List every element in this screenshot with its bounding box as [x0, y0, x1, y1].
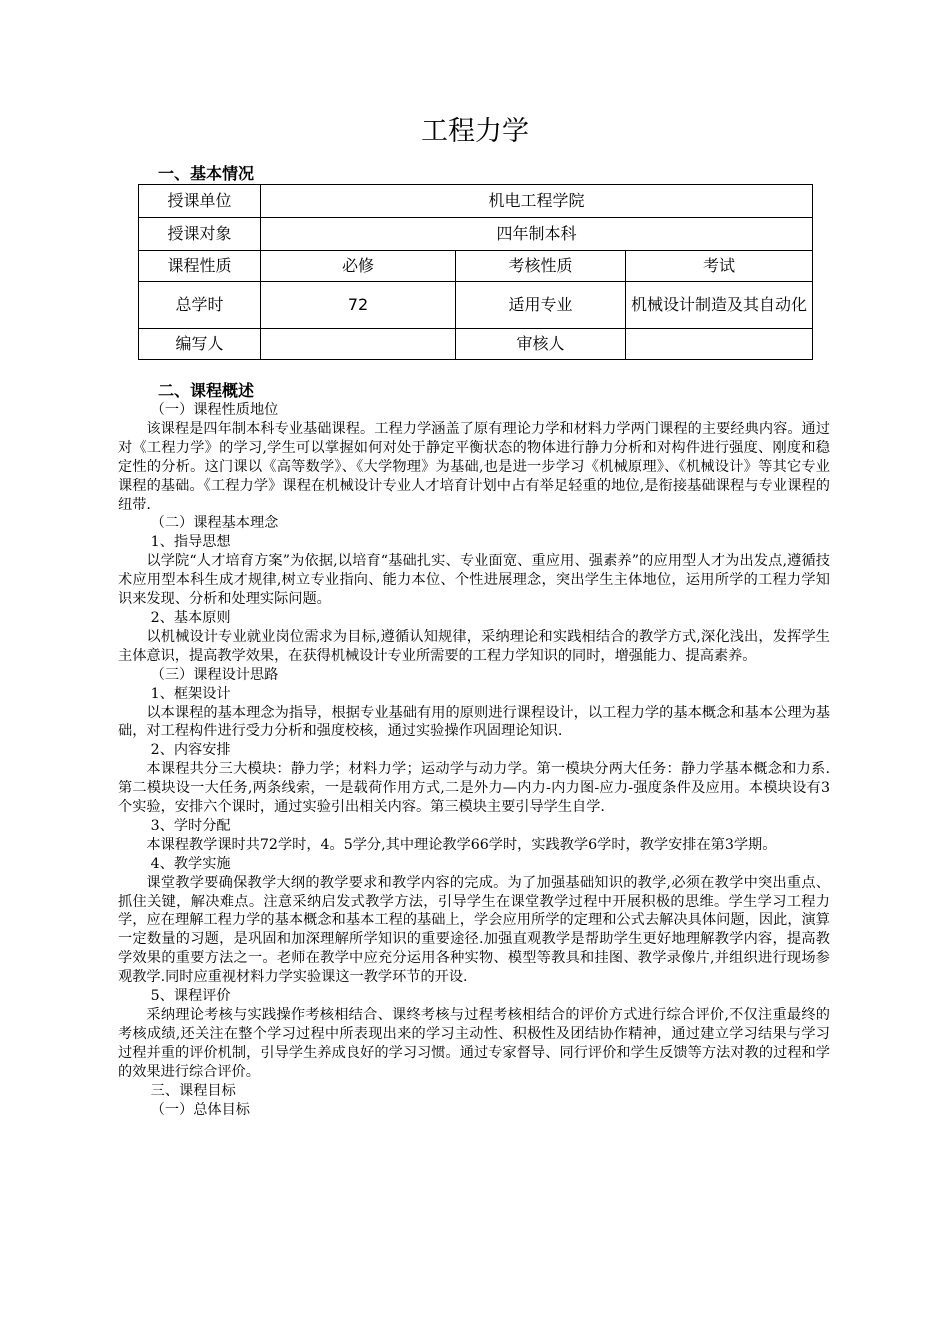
value-cell: 72 [261, 282, 456, 329]
value-cell [626, 329, 813, 360]
subheading: 1、框架设计 [150, 685, 231, 702]
value-cell [261, 329, 456, 360]
value-cell: 四年制本科 [261, 218, 813, 251]
table-row [139, 185, 813, 218]
document-body [118, 401, 830, 1119]
label-cell: 授课对象 [139, 218, 261, 251]
section-heading-goals: 三、课程目标 [150, 1082, 236, 1099]
subheading: 3、学时分配 [150, 817, 231, 834]
label-cell: 审核人 [456, 329, 626, 360]
table-row [139, 329, 813, 360]
basic-info-table [138, 184, 813, 360]
label-cell: 考核性质 [456, 251, 626, 282]
label-cell: 编写人 [139, 329, 261, 360]
paragraph: 以机械设计专业就业岗位需求为目标,遵循认知规律，采纳理论和实践相结合的教学方式,深化浅出，发挥学生主体意识，提高教学效果，在获得机械设计专业所需要的工程力学知识的同时，增强能力、提高素养。 [118, 628, 830, 664]
paragraph: 采纳理论考核与实践操作考核相结合、课终考核与过程考核相结合的评价方式进行综合评价,不仅注重最终的考核成绩,还关注在整个学习过程中所表现出来的学习主动性、积极性及团结协作精神，通过建立学习结果与学习过程并重的评价机制，引导学生养成良好的学习习惯。通过专家督导、同行评价和学生反馈等方法对教的过程和学的效果进行综合评价。 [118, 1007, 830, 1080]
table-row [139, 282, 813, 329]
value-cell: 考试 [626, 251, 813, 282]
subheading: 5、课程评价 [150, 988, 231, 1005]
label-cell: 适用专业 [456, 282, 626, 329]
paragraph: 以本课程的基本理念为指导，根据专业基础有用的原则进行课程设计，以工程力学的基本概念和基本公理为基础，对工程构件进行受力分析和强度校核，通过实验操作巩固理论知识. [118, 704, 830, 740]
paragraph: 以学院“人才培育方案”为依据,以培育“基础扎实、专业面宽、重应用、强素养”的应用型人才为出发点,遵循技术应用型本科生成才规律,树立专业指向、能力本位、个性进展理念，突出学生主体地位，运用所学的工程力学知识来发现、分析和处理实际问题。 [118, 553, 830, 608]
subheading: （三）课程设计思路 [150, 666, 279, 683]
section-heading-overview: 二、课程概述 [158, 381, 255, 400]
label-cell: 授课单位 [139, 185, 261, 218]
paragraph: 该课程是四年制本科专业基础课程。工程力学涵盖了原有理论力学和材料力学两门课程的主要经典内容。通过对《工程力学》的学习,学生可以掌握如何对处于静定平衡状态的物体进行静力分析和对构件进行强度、刚度和稳定性的分析。这门课以《高等数学》、《大学物理》为基础,也是进一步学习《机械原理》、《机械设计》等其它专业课程的基础。《工程力学》课程在机械设计专业人才培育计划中占有举足轻重的地位,是衔接基础课程与专业课程的纽带. [118, 420, 830, 513]
table-row [139, 218, 813, 251]
document-title: 工程力学 [421, 116, 529, 147]
subheading: 2、基本原则 [150, 609, 231, 626]
subheading: 2、内容安排 [150, 742, 231, 759]
paragraph: 本课程教学课时共72学时，4。5学分,其中理论教学66学时，实践教学6学时，教学安排在第3学期。 [146, 836, 777, 853]
table-row [139, 251, 813, 282]
label-cell: 课程性质 [139, 251, 261, 282]
subheading: 1、指导思想 [150, 534, 231, 551]
subheading: 4、教学实施 [150, 855, 231, 872]
subheading: （二）课程基本理念 [150, 515, 279, 532]
section-heading-basic-info: 一、基本情况 [158, 164, 255, 183]
label-cell: 总学时 [139, 282, 261, 329]
subheading: （一）课程性质地位 [150, 402, 279, 418]
value-cell: 机电工程学院 [261, 185, 813, 218]
paragraph: 本课程共分三大模块：静力学；材料力学；运动学与动力学。第一模块分两大任务：静力学基本概念和力系.第二模块设一大任务,两条线索，一是载荷作用方式,二是外力—内力-内力图-应力-强度条件及应用。本模块设有3个实验，安排六个课时，通过实验引出相关内容。第三模块主要引导学生自学. [118, 761, 830, 816]
paragraph: 课堂教学要确保教学大纲的教学要求和教学内容的完成。为了加强基础知识的教学,必须在教学中突出重点、抓住关键，解决难点。注意采纳启发式教学方法，引导学生在课堂教学过程中开展积极的思维。学生学习工程力学，应在理解工程力学的基本概念和基本工程的基础上，学会应用所学的定理和公式去解决具体问题，因此，演算一定数量的习题，是巩固和加深理解所学知识的重要途径.加强直观教学是帮助学生更好地理解教学内容，提高教学效果的重要方法之一。老师在教学中应充分运用各种实物、模型等教具和挂图、教学录像片,并组织进行现场参观教学.同时应重视材料力学实验课这一教学环节的开设. [118, 874, 830, 986]
subheading: （一）总体目标 [150, 1101, 250, 1118]
value-cell: 机械设计制造及其自动化 [626, 282, 813, 329]
value-cell: 必修 [261, 251, 456, 282]
